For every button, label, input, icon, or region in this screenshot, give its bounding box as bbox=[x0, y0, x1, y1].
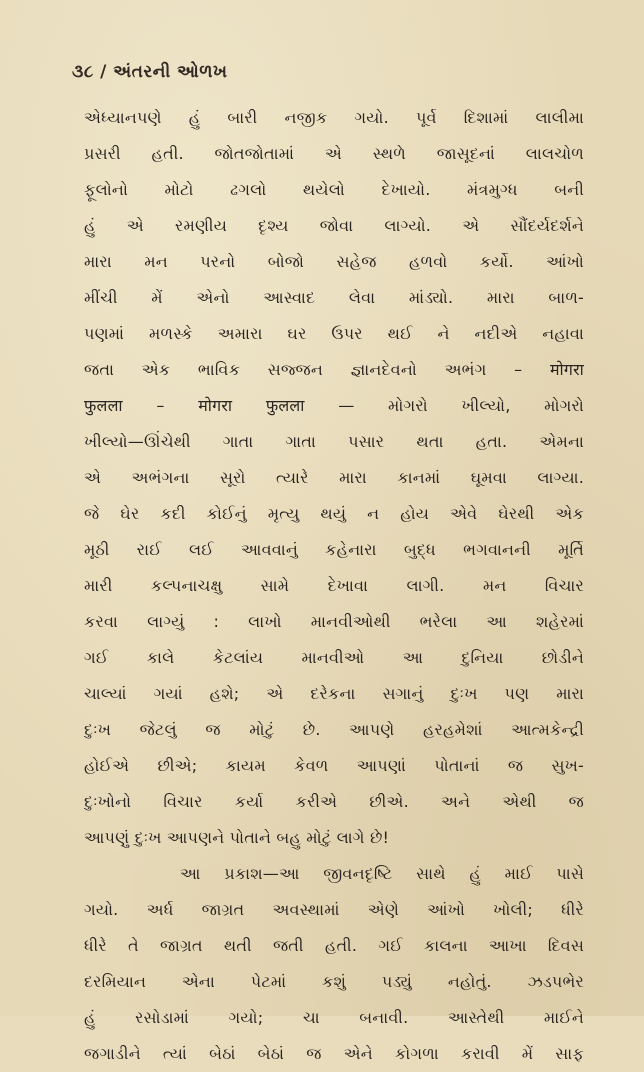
text-line: મીંચી મેં એનો આસ્વાદ લેવા માંડ્યો. મારા બાળ- bbox=[84, 288, 584, 307]
text-line: ખીલ્યો—ઊંચેથી ગાતા ગાતા પસાર થતા હતા. એમના bbox=[84, 432, 584, 451]
text-line: જે ઘેર કદી કોઈનું મૃત્યુ થયું ન હોય એવે ઘેરથી એક bbox=[84, 504, 584, 523]
text-line: फुलला – मोगरा फुलला — મોગરો ખીલ્યો, મોગરો bbox=[84, 396, 584, 415]
text-line: પણમાં મળસ્કે અમારા ઘર ઉપર થઈ ને નદીએ નહાવા bbox=[84, 324, 584, 343]
text-line: ધીરે તે જાગ્રત થતી જતી હતી. ગઈ કાલના આખા દિવસ bbox=[84, 936, 584, 955]
text-line: હું રસોડામાં ગયો; ચા બનાવી. આસ્તેથી માઈને bbox=[84, 1008, 584, 1027]
text-line: દુઃખોનો વિચાર કર્યા કરીએ છીએ. અને એથી જ bbox=[84, 792, 584, 811]
text-line: હોઈએ છીએ; કાયમ કેવળ આપણાં પોતાનાં જ સુખ- bbox=[84, 756, 584, 775]
running-head: ૩૮ / અંતરની ઓળખ bbox=[72, 62, 228, 82]
text-line: ગયો. અર્ધ જાગ્રત અવસ્થામાં એણે આંખો ખોલી; ધીરે bbox=[84, 900, 584, 919]
text-line: ગઈ કાલે કેટલાંય માનવીઓ આ દુનિયા છોડીને bbox=[84, 648, 584, 667]
text-line: મારી કલ્પનાચક્ષુ સામે દેખાવા લાગી. મન વિચાર bbox=[84, 576, 584, 595]
text-line: મૂઠી રાઈ લઈ આવવાનું કહેનારા બુદ્ધ ભગવાનની મૂર્તિ bbox=[84, 540, 584, 559]
text-line: દુઃખ જેટલું જ મોટું છે. આપણે હરહમેશાં આત્મકેન્દ્રી bbox=[84, 720, 584, 739]
paragraph-start-line: આ પ્રકાશ—આ જીવનદૃષ્ટિ સાથે હું માઈ પાસે bbox=[180, 864, 584, 883]
body-text bbox=[84, 100, 584, 1072]
text-line: મારા મન પરનો બોજો સહેજ હળવો કર્યો. આંખો bbox=[84, 252, 584, 271]
text-line: કરવા લાગ્યું : લાખો માનવીઓથી ભરેલા આ શહેરમાં bbox=[84, 612, 584, 631]
text-line: એધ્યાનપણે હું બારી નજીક ગયો. પૂર્વ દિશામાં લાલીમા bbox=[84, 108, 584, 127]
text-line: જતા એક ભાવિક સજ્જન જ્ઞાનદેવનો અભંગ – मोगरा bbox=[84, 360, 584, 379]
paragraph-end-line: આપણું દુઃખ આપણને પોતાને બહુ મોટું લાગે છે! bbox=[84, 828, 390, 847]
text-line: ફૂલોનો મોટો ઢગલો થયેલો દેખાયો. મંત્રમુગ્ધ બની bbox=[84, 180, 584, 199]
text-line: ચાલ્યાં ગયાં હશે; એ દરેકના સગાનું દુઃખ પણ મારા bbox=[84, 684, 584, 703]
text-line: પ્રસરી હતી. જોતજોતામાં એ સ્થળે જાસૂદનાં લાલચોળ bbox=[84, 144, 584, 163]
text-line: એ અભંગના સૂરો ત્યારે મારા કાનમાં ઘૂમવા લાગ્યા. bbox=[84, 468, 584, 487]
text-line: હું એ રમણીય દૃશ્ય જોવા લાગ્યો. એ સૌંદર્યદર્શને bbox=[84, 216, 584, 235]
text-line: જગાડીને ત્યાં બેઠાં બેઠાં જ એને કોગળા કરાવી મેં સાફ bbox=[84, 1044, 584, 1063]
text-line: દરમિયાન એના પેટમાં કશું પડ્યું નહોતું. ઝડપભેર bbox=[84, 972, 584, 991]
